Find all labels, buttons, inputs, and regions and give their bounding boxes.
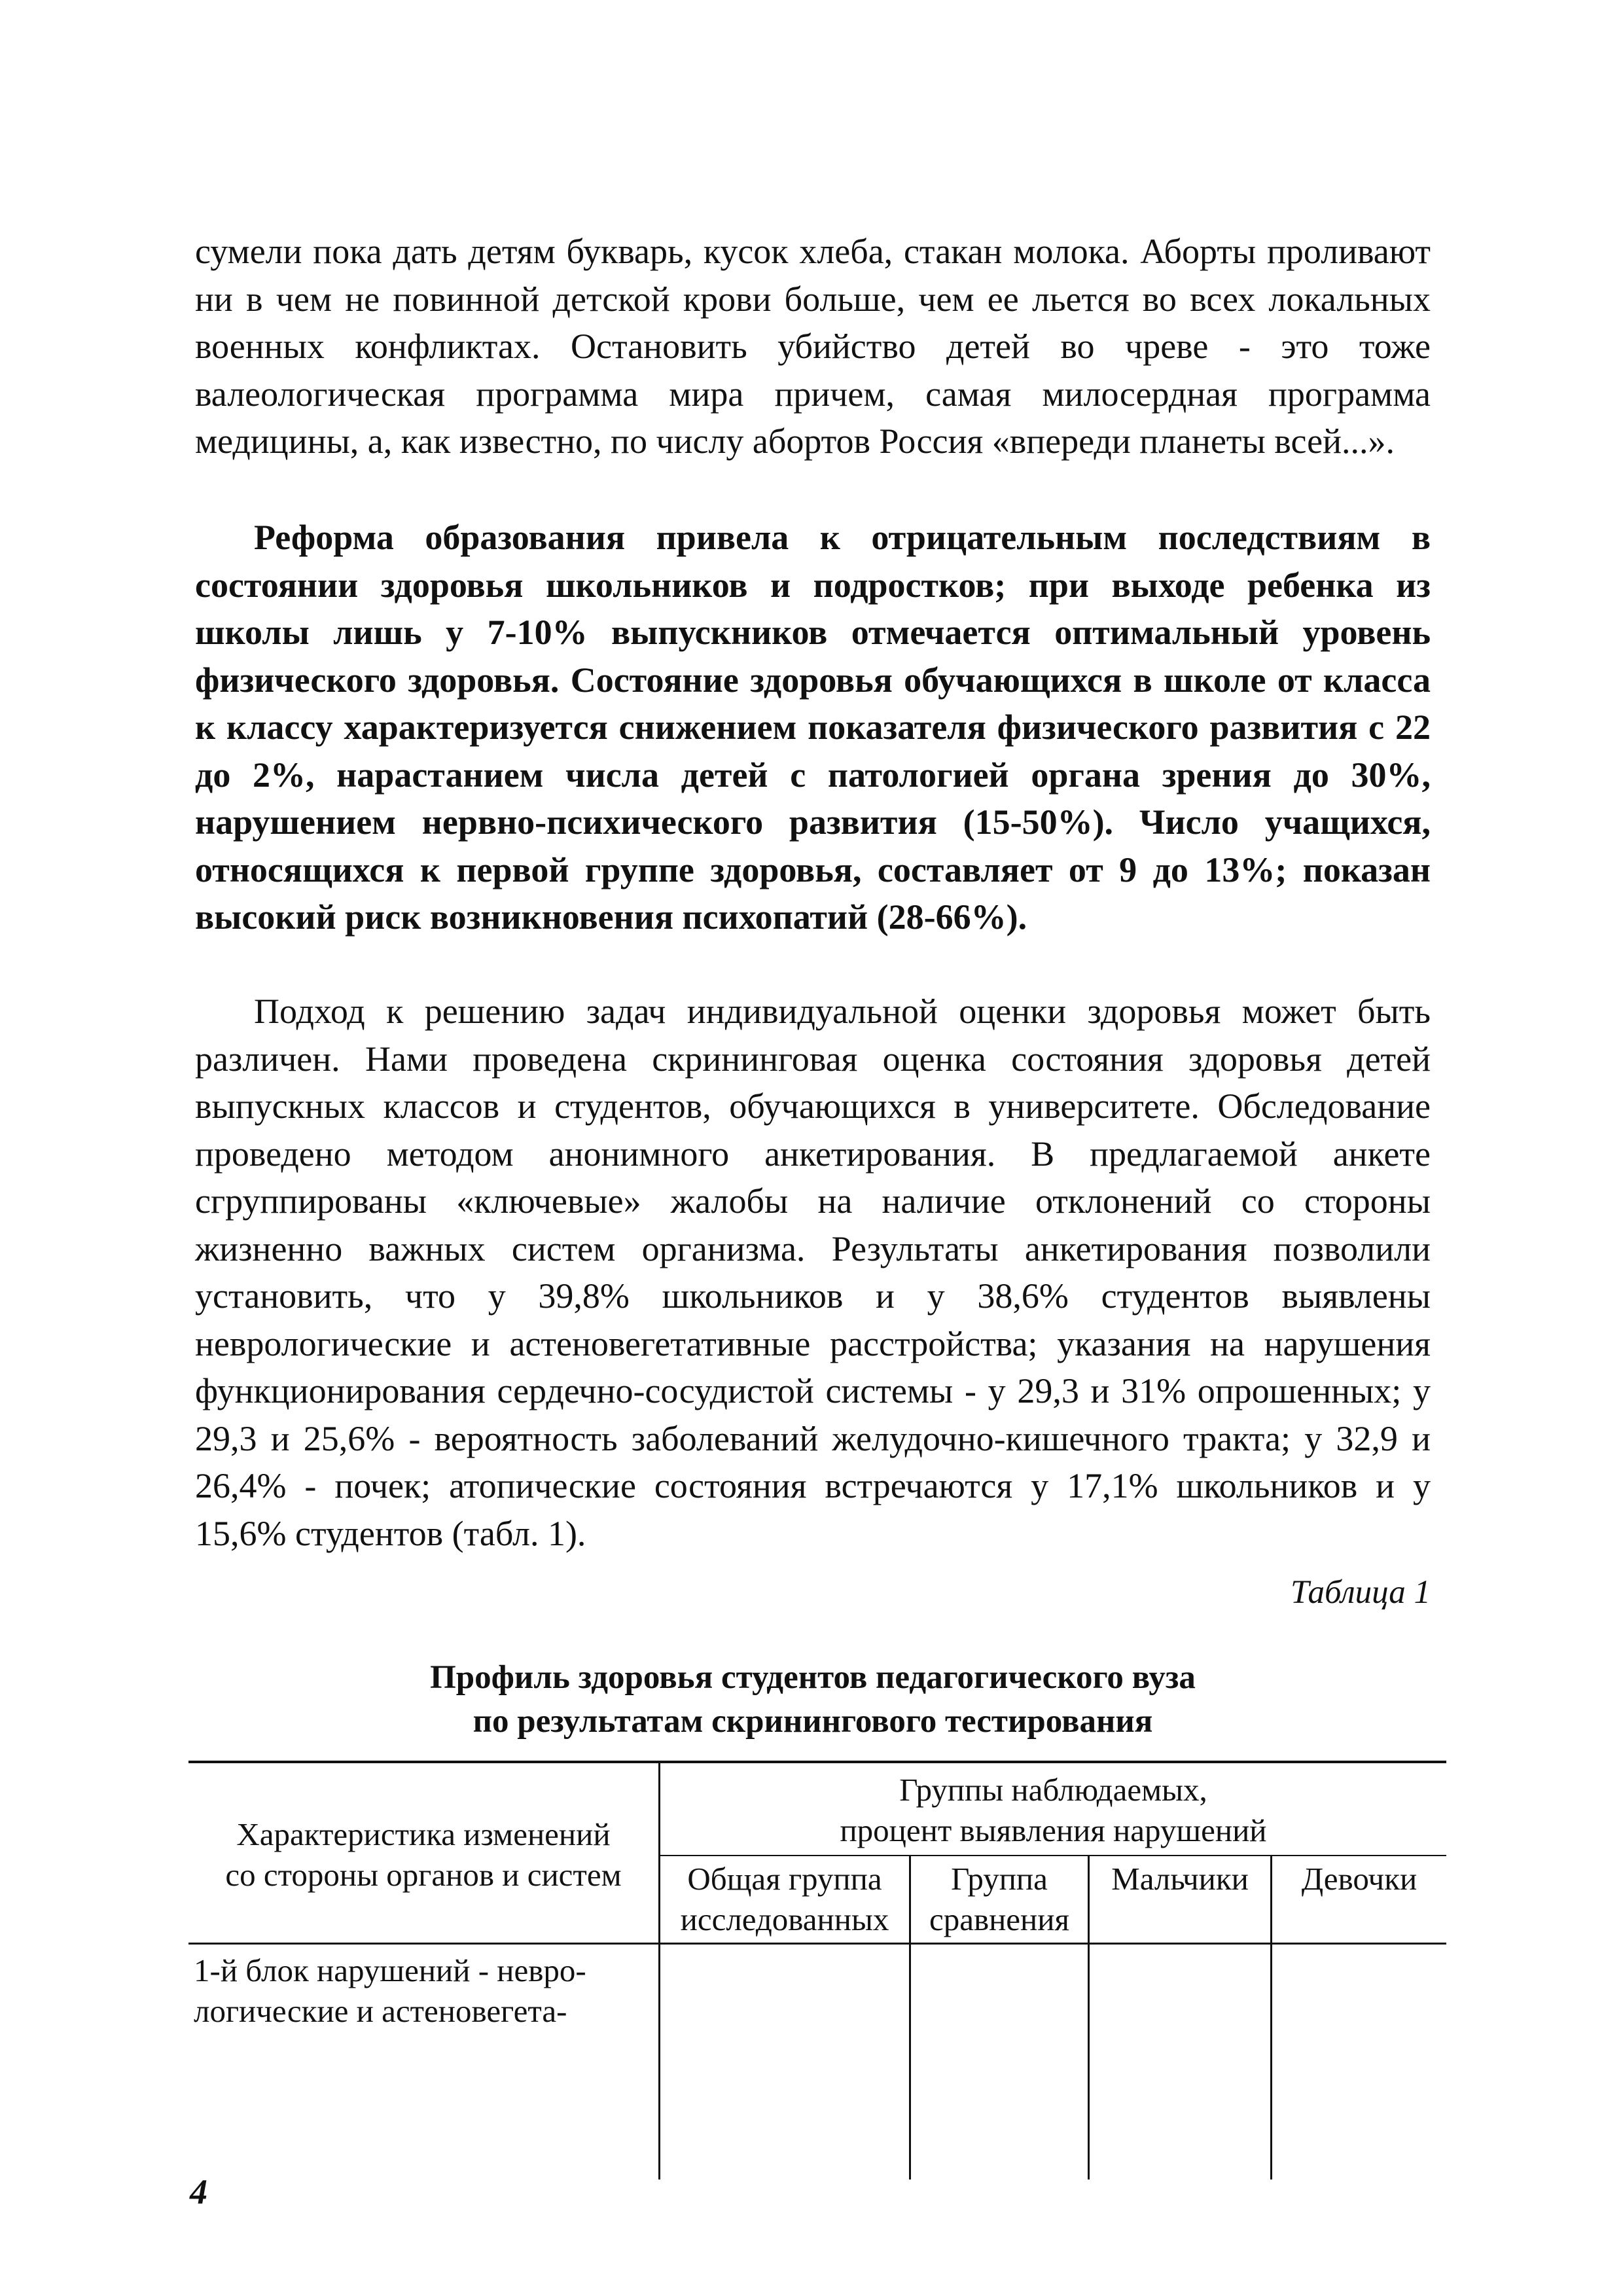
paragraph-2-text: Реформа образования привела к отрицательным последствиям в состоянии здоровья школьников и подростков; при выходе ребенка из школы лишь у 7-10% выпускников отмечается оптимальный уровень физического здоровья. Состояние здоровья обучающихся в школе от класса к классу характеризуется снижением показателя физического развития с 22 до 2%, нарастанием числа детей с патологией органа зрения до 30%, нарушением нервно-психического развития (15-50%). Число учащихся, относящихся к первой группе здоровья, составляет от 9 до 13%; показан высокий риск возникновения психопатий (28-66%).: [195, 518, 1431, 937]
table-col-divider-3: [1088, 1855, 1090, 2179]
header-comparison-group: [911, 1859, 1088, 1940]
table-header-rule: [188, 1943, 1446, 1945]
header-groups-line-1: Группы наблюдаемых,: [899, 1772, 1207, 1808]
table-title: [195, 1656, 1431, 1744]
table-row-1-label-line-2: логические и астеновегета-: [194, 1993, 567, 2029]
paragraph-3-text: Подход к решению задач индивидуальной оценки здоровья может быть различен. Нами проведена скрининговая оценка состояния здоровья детей выпускных классов и студентов, обучающихся в университете. Обследование проведено методом анонимного анкетирования. В предлагаемой анкете сгруппированы «ключевые» жалобы на наличие отклонений со стороны жизненно важных систем организма. Результаты анкетирования позволили установить, что у 39,8% школьников и у 38,6% студентов выявлены неврологические и астеновегетативные расстройства; указания на нарушения функционирования сердечно-сосудистой системы - у 29,3 и 31% опрошенных; у 29,3 и 25,6% - вероятность заболеваний желудочно-кишечного тракта; у 32,9 и 26,4% - почек; атопические состояния встречаются у 17,1% школьников и у 15,6% студентов (табл. 1).: [195, 992, 1431, 1553]
header-comparison-group-line-2: сравнения: [929, 1901, 1070, 1937]
header-general-group: [660, 1859, 909, 1940]
header-general-group-line-1: Общая группа: [687, 1861, 882, 1897]
table-row-1-label-line-1: 1-й блок нарушений - невро-: [194, 1952, 586, 1988]
header-groups: [660, 1770, 1446, 1851]
table-caption: Таблица 1: [1290, 1574, 1431, 1611]
page-number: 4: [190, 2172, 207, 2212]
header-boys: Мальчики: [1111, 1861, 1249, 1897]
header-girls: Девочки: [1301, 1861, 1418, 1897]
table-title-line-1: Профиль здоровья студентов педагогического вуза: [430, 1659, 1196, 1696]
table-top-rule: [188, 1761, 1446, 1763]
table-col-divider-4: [1270, 1855, 1272, 2179]
header-groups-line-2: процент выявления нарушений: [840, 1812, 1267, 1848]
paragraph-1: [195, 228, 1431, 465]
header-comparison-group-line-1: Группа: [951, 1861, 1048, 1897]
health-profile-table: [188, 1761, 1446, 2179]
paragraph-1-text: сумели пока дать детям букварь, кусок хлеба, стакан молока. Аборты проливают ни в чем не повинной детской крови больше, чем ее льется во всех локальных военных конфликтах. Остановить убийство детей во чреве - это тоже валеологическая программа мира причем, самая милосердная программа медицины, а, как известно, по числу абортов Россия «впереди планеты всей...».: [195, 232, 1431, 461]
header-characteristic: [188, 1814, 658, 1895]
header-characteristic-line-2: со стороны органов и систем: [225, 1857, 622, 1893]
header-general-group-line-2: исследованных: [680, 1901, 889, 1937]
header-characteristic-line-1: Характеристика изменений: [236, 1816, 611, 1852]
table-title-line-2: по результатам скринингового тестирования: [473, 1703, 1153, 1740]
paragraph-3: [195, 988, 1431, 1557]
table-row-1-label: [194, 1950, 586, 2032]
paragraph-2: [195, 514, 1431, 941]
table-groups-rule: [658, 1855, 1446, 1856]
